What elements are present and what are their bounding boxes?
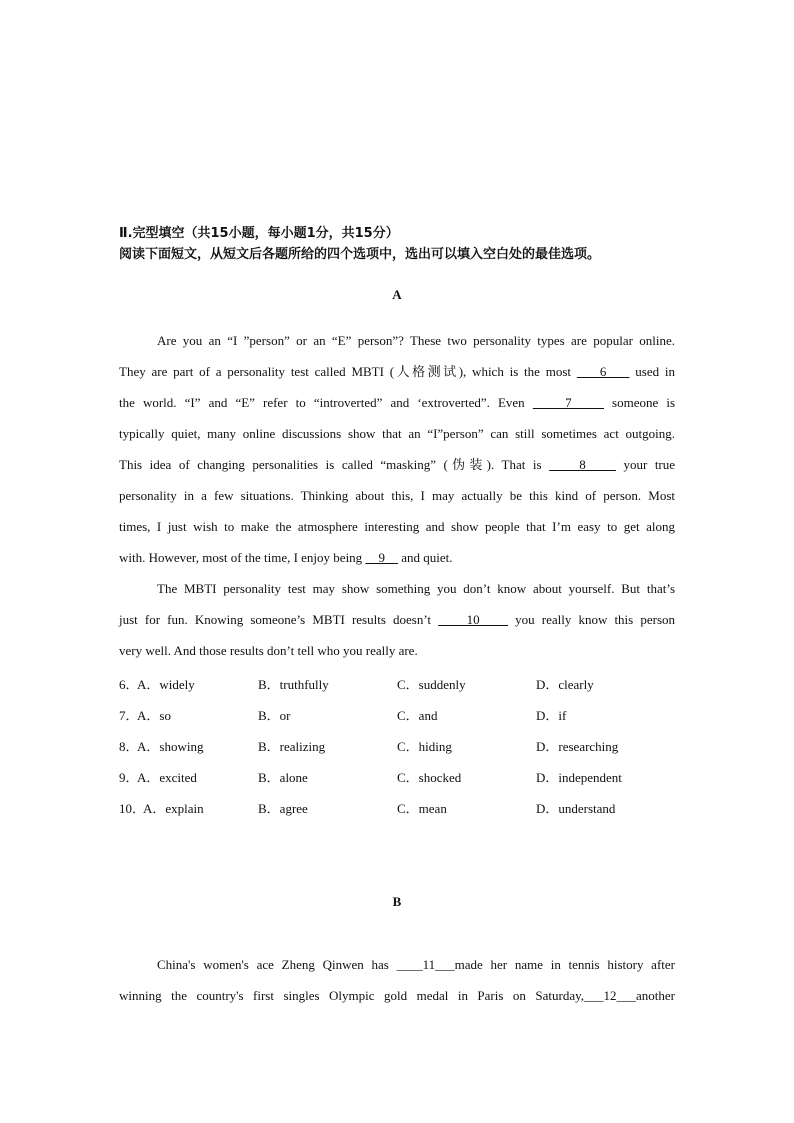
passage-line: with. However, most of the time, I enjoy being 9 and quiet. (119, 550, 453, 565)
option-c[interactable]: C．shocked (397, 770, 462, 785)
passage-line: Are you an “I ”person” or an “E” person”? These two personality types are popular online. (157, 333, 675, 348)
option-d[interactable]: D．clearly (536, 677, 594, 692)
question-number: 7． (119, 708, 139, 723)
passage-line: the world. “I” and “E” refer to “introverted” and ‘extroverted”. Even 7 someone is (119, 395, 676, 410)
option-d[interactable]: D．understand (536, 801, 616, 816)
option-row-7 (119, 705, 679, 736)
question-number: 9． (119, 770, 139, 785)
option-row-6 (119, 674, 679, 705)
option-b[interactable]: B．realizing (258, 739, 326, 754)
passage-line: very well. And those results don’t tell who you really are. (119, 643, 418, 658)
passage-b-label: B (392, 894, 402, 909)
blank-6: 6 (576, 364, 630, 379)
passage-line: China's women's ace Zheng Qinwen has ____11___made her name in tennis history after (157, 957, 675, 972)
passage-line: just for fun. Knowing someone’s MBTI results doesn’t 10 you really know this person (119, 612, 675, 627)
passage-a (119, 325, 675, 666)
passage-line: times, I just wish to make the atmosphere interesting and show people that I’m easy to get along (119, 519, 675, 534)
option-b[interactable]: B．agree (258, 801, 308, 816)
question-number: 8． (119, 739, 139, 754)
option-row-10 (119, 798, 679, 829)
passage-line: personality in a few situations. Thinking about this, I may actually be this kind of person. Most (119, 488, 675, 503)
option-b[interactable]: B．or (258, 708, 291, 723)
option-d[interactable]: D．researching (536, 739, 619, 754)
blank-11: ____11___ (396, 957, 455, 972)
option-b[interactable]: B．truthfully (258, 677, 329, 692)
section-title: Ⅱ.完型填空（共15小题，每小题1分，共15分） (119, 226, 399, 241)
question-number: 6． (119, 677, 139, 692)
option-b[interactable]: B．alone (258, 770, 308, 785)
answer-options (119, 674, 679, 829)
section-instruction: 阅读下面短文，从短文后各题所给的四个选项中，选出可以填入空白处的最佳选项。 (119, 247, 601, 262)
passage-line: This idea of changing personalities is called “masking” (伪装). That is 8 your true (119, 457, 676, 472)
blank-9: 9 (365, 550, 398, 565)
passage-line: The MBTI personality test may show something you don’t know about yourself. But that’s (157, 581, 675, 596)
option-row-9 (119, 767, 679, 798)
option-a[interactable]: A．showing (137, 739, 204, 754)
option-c[interactable]: C．hiding (397, 739, 452, 754)
option-d[interactable]: D．independent (536, 770, 622, 785)
option-d[interactable]: D．if (536, 708, 567, 723)
option-c[interactable]: C．and (397, 708, 438, 723)
passage-line: They are part of a personality test called MBTI (人格测试), which is the most 6 used in (119, 364, 675, 379)
blank-8: 8 (549, 457, 616, 472)
option-a[interactable]: A．widely (137, 677, 195, 692)
option-a[interactable]: A．excited (137, 770, 197, 785)
passage-line: winning the country's first singles Olympic gold medal in Paris on Saturday,___12___another (119, 988, 675, 1003)
blank-7: 7 (532, 395, 604, 410)
option-row-8 (119, 736, 679, 767)
passage-a-label: A (392, 287, 402, 302)
option-a[interactable]: A．explain (143, 801, 204, 816)
question-number: 10． (119, 801, 146, 816)
passage-line: typically quiet, many online discussions show that an “I”person” can still sometimes act outgoing. (119, 426, 675, 441)
option-c[interactable]: C．suddenly (397, 677, 466, 692)
blank-12: ___12___ (584, 988, 637, 1003)
blank-10: 10 (438, 612, 509, 627)
option-a[interactable]: A．so (137, 708, 171, 723)
option-c[interactable]: C．mean (397, 801, 447, 816)
passage-b (119, 949, 675, 1011)
